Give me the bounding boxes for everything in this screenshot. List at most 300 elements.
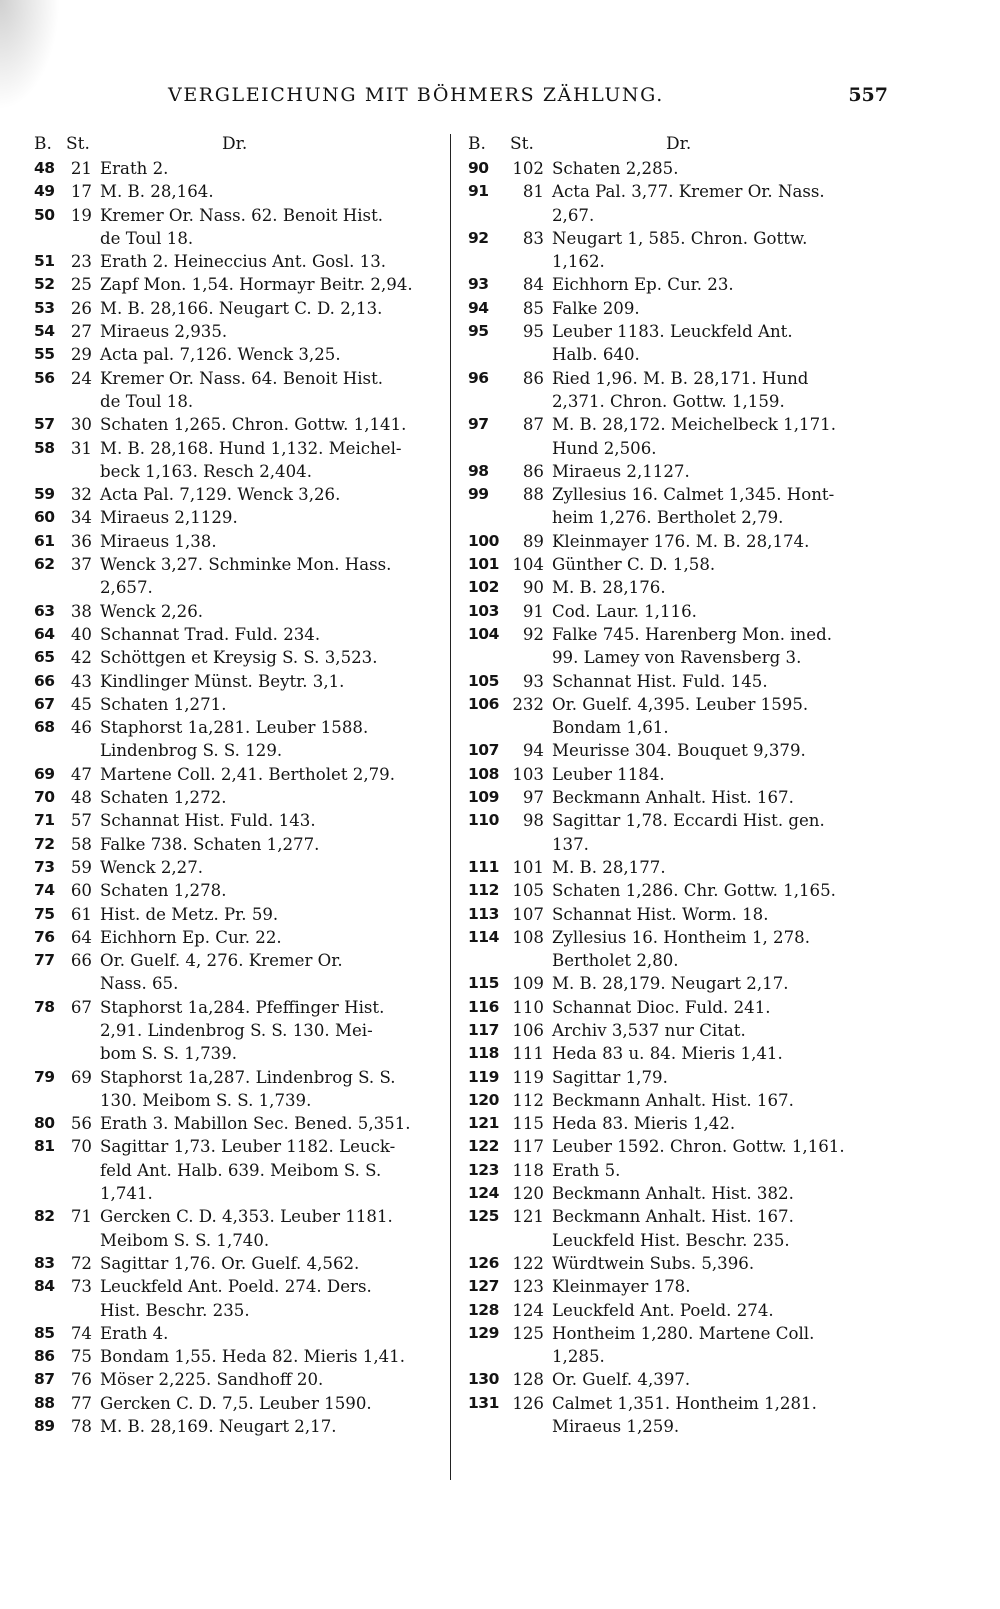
reference-line: 2,371. Chron. Gottw. 1,159.	[552, 391, 785, 411]
stumpf-number: 37	[70, 555, 92, 575]
table-row	[34, 320, 454, 343]
table-row	[34, 693, 454, 716]
reference-line: Beckmann Anhalt. Hist. 382.	[552, 1184, 794, 1204]
reference-line: Staphorst 1a,287. Lindenbrog S. S.	[100, 1067, 396, 1087]
stumpf-number: 61	[70, 904, 92, 924]
reference-line: beck 1,163. Resch 2,404.	[100, 461, 312, 481]
print-references	[548, 809, 898, 856]
stumpf-number: 89	[522, 531, 544, 551]
reference-line: M. B. 28,166. Neugart C. D. 2,13.	[100, 298, 383, 318]
boehmer-number: 54	[34, 322, 55, 341]
boehmer-number: 49	[34, 182, 55, 201]
reference-line: 1,285.	[552, 1347, 605, 1367]
table-row	[468, 273, 898, 296]
stumpf-number: 97	[522, 788, 544, 808]
boehmer-number: 115	[468, 974, 499, 993]
table-row	[468, 297, 898, 320]
table-row	[468, 1112, 898, 1135]
reference-line: Eichhorn Ep. Cur. 22.	[100, 927, 282, 947]
stumpf-number: 126	[512, 1393, 544, 1413]
reference-line: Falke 738. Schaten 1,277.	[100, 834, 320, 854]
stumpf-number: 76	[70, 1370, 92, 1390]
boehmer-number: 113	[468, 904, 499, 923]
stumpf-number: 86	[522, 368, 544, 388]
reference-line: Bertholet 2,80.	[552, 951, 679, 971]
reference-line: Schannat Hist. Fuld. 145.	[552, 671, 768, 691]
print-references	[548, 157, 898, 180]
stumpf-number: 32	[70, 485, 92, 505]
reference-line: Hund 2,506.	[552, 438, 657, 458]
reference-line: 99. Lamey von Ravensberg 3.	[552, 648, 802, 668]
boehmer-number: 95	[468, 322, 489, 341]
print-references	[548, 1042, 898, 1065]
table-row	[468, 693, 898, 740]
stumpf-number: 125	[512, 1323, 544, 1343]
reference-line: Schaten 1,265. Chron. Gottw. 1,141.	[100, 415, 407, 435]
boehmer-number: 79	[34, 1067, 55, 1086]
boehmer-number: 101	[468, 555, 499, 574]
left-column-header	[34, 134, 454, 157]
boehmer-number: 67	[34, 694, 55, 713]
boehmer-number: 99	[468, 485, 489, 504]
reference-line: Schaten 1,278.	[100, 881, 227, 901]
reference-line: Gercken C. D. 7,5. Leuber 1590.	[100, 1393, 372, 1413]
table-row	[34, 903, 454, 926]
stumpf-number: 75	[70, 1347, 92, 1367]
boehmer-number: 98	[468, 461, 489, 480]
boehmer-number: 131	[468, 1393, 499, 1412]
column-header-dr: Dr.	[666, 134, 692, 154]
stumpf-number: 71	[70, 1207, 92, 1227]
table-row	[468, 483, 898, 530]
stumpf-number: 74	[70, 1323, 92, 1343]
stumpf-number: 27	[70, 322, 92, 342]
print-references	[96, 670, 454, 693]
table-row	[468, 157, 898, 180]
stumpf-number: 109	[512, 974, 544, 994]
column-header-dr: Dr.	[222, 134, 248, 154]
stumpf-number: 31	[70, 438, 92, 458]
stumpf-number: 118	[512, 1160, 544, 1180]
table-row	[34, 367, 454, 414]
stumpf-number: 95	[522, 322, 544, 342]
reference-line: Schannat Dioc. Fuld. 241.	[552, 997, 771, 1017]
print-references	[548, 856, 898, 879]
stumpf-number: 26	[70, 298, 92, 318]
reference-line: Leuber 1592. Chron. Gottw. 1,161.	[552, 1137, 845, 1157]
table-row	[468, 320, 898, 367]
table-row	[34, 1345, 454, 1368]
table-row	[468, 1135, 898, 1158]
reference-line: Nass. 65.	[100, 974, 179, 994]
stumpf-number: 94	[522, 741, 544, 761]
boehmer-number: 76	[34, 927, 55, 946]
reference-line: Meibom S. S. 1,740.	[100, 1230, 270, 1250]
reference-line: Beckmann Anhalt. Hist. 167.	[552, 1207, 794, 1227]
reference-line: 2,91. Lindenbrog S. S. 130. Mei-	[100, 1020, 373, 1040]
reference-line: Bondam 1,55. Heda 82. Mieris 1,41.	[100, 1347, 406, 1367]
boehmer-number: 51	[34, 252, 55, 271]
table-row	[34, 1322, 454, 1345]
stumpf-number: 60	[70, 881, 92, 901]
stumpf-number: 46	[70, 718, 92, 738]
table-row	[34, 1392, 454, 1415]
boehmer-number: 130	[468, 1370, 499, 1389]
table-row	[34, 623, 454, 646]
table-row	[468, 1275, 898, 1298]
table-row	[34, 297, 454, 320]
boehmer-number: 94	[468, 298, 489, 317]
boehmer-number: 117	[468, 1020, 499, 1039]
boehmer-number: 128	[468, 1300, 499, 1319]
reference-line: Miraeus 1,38.	[100, 531, 217, 551]
table-row	[468, 1089, 898, 1112]
print-references	[548, 1019, 898, 1042]
reference-line: Or. Guelf. 4,397.	[552, 1370, 691, 1390]
boehmer-number: 77	[34, 951, 55, 970]
stumpf-number: 81	[522, 182, 544, 202]
print-references	[548, 600, 898, 623]
left-entries	[34, 157, 454, 1438]
table-row	[34, 250, 454, 273]
stumpf-number: 98	[522, 811, 544, 831]
stumpf-number: 47	[70, 764, 92, 784]
right-column	[468, 134, 898, 1438]
print-references	[96, 600, 454, 623]
reference-line: Falke 745. Harenberg Mon. ined.	[552, 624, 832, 644]
print-references	[548, 879, 898, 902]
stumpf-number: 59	[70, 857, 92, 877]
reference-line: Erath 2. Heineccius Ant. Gosl. 13.	[100, 252, 387, 272]
print-references	[548, 763, 898, 786]
print-references	[548, 926, 898, 973]
print-references	[96, 1345, 454, 1368]
boehmer-number: 100	[468, 531, 499, 550]
boehmer-number: 66	[34, 671, 55, 690]
reference-line: 2,657.	[100, 578, 153, 598]
boehmer-number: 86	[34, 1347, 55, 1366]
reference-line: M. B. 28,168. Hund 1,132. Meichel-	[100, 438, 402, 458]
stumpf-number: 92	[522, 624, 544, 644]
print-references	[548, 1182, 898, 1205]
boehmer-number: 118	[468, 1044, 499, 1063]
print-references	[96, 949, 454, 996]
print-references	[548, 1275, 898, 1298]
reference-line: 1,741.	[100, 1184, 153, 1204]
print-references	[548, 1135, 898, 1158]
column-header-b: B.	[34, 134, 52, 154]
reference-line: Kremer Or. Nass. 62. Benoit Hist.	[100, 205, 384, 225]
table-row	[468, 1299, 898, 1322]
print-references	[96, 763, 454, 786]
stumpf-number: 101	[512, 857, 544, 877]
print-references	[96, 623, 454, 646]
table-row	[468, 972, 898, 995]
table-row	[468, 623, 898, 670]
table-row	[34, 437, 454, 484]
boehmer-number: 125	[468, 1207, 499, 1226]
print-references	[548, 1089, 898, 1112]
reference-line: M. B. 28,172. Meichelbeck 1,171.	[552, 415, 836, 435]
table-row	[34, 670, 454, 693]
print-references	[548, 693, 898, 740]
reference-line: Schaten 1,286. Chr. Gottw. 1,165.	[552, 881, 836, 901]
table-row	[34, 1112, 454, 1135]
print-references	[96, 413, 454, 436]
print-references	[96, 1205, 454, 1252]
stumpf-number: 72	[70, 1253, 92, 1273]
stumpf-number: 30	[70, 415, 92, 435]
table-row	[468, 763, 898, 786]
reference-line: Wenck 2,26.	[100, 601, 204, 621]
stumpf-number: 24	[70, 368, 92, 388]
stumpf-number: 232	[512, 694, 544, 714]
reference-line: Zyllesius 16. Calmet 1,345. Hont-	[552, 485, 835, 505]
stumpf-number: 66	[70, 951, 92, 971]
print-references	[548, 273, 898, 296]
table-row	[468, 903, 898, 926]
table-row	[468, 879, 898, 902]
stumpf-number: 43	[70, 671, 92, 691]
table-row	[34, 530, 454, 553]
boehmer-number: 58	[34, 438, 55, 457]
print-references	[96, 1322, 454, 1345]
reference-line: Sagittar 1,76. Or. Guelf. 4,562.	[100, 1253, 360, 1273]
table-row	[468, 600, 898, 623]
table-row	[34, 856, 454, 879]
stumpf-number: 85	[522, 298, 544, 318]
print-references	[96, 250, 454, 273]
boehmer-number: 50	[34, 205, 55, 224]
table-row	[34, 157, 454, 180]
stumpf-number: 102	[512, 159, 544, 178]
stumpf-number: 25	[70, 275, 92, 295]
reference-line: bom S. S. 1,739.	[100, 1044, 238, 1064]
table-row	[34, 1368, 454, 1391]
print-references	[548, 972, 898, 995]
stumpf-number: 115	[512, 1114, 544, 1134]
boehmer-number: 73	[34, 857, 55, 876]
stumpf-number: 78	[70, 1417, 92, 1437]
print-references	[548, 413, 898, 460]
boehmer-number: 102	[468, 578, 499, 597]
stumpf-number: 108	[512, 927, 544, 947]
boehmer-number: 109	[468, 788, 499, 807]
reference-line: Miraeus 2,1127.	[552, 461, 690, 481]
print-references	[548, 623, 898, 670]
reference-line: Leuckfeld Hist. Beschr. 235.	[552, 1230, 790, 1250]
print-references	[96, 530, 454, 553]
reference-line: Or. Guelf. 4, 276. Kremer Or.	[100, 951, 343, 971]
reference-line: M. B. 28,177.	[552, 857, 666, 877]
stumpf-number: 88	[522, 485, 544, 505]
stumpf-number: 105	[512, 881, 544, 901]
print-references	[96, 506, 454, 529]
table-row	[34, 180, 454, 203]
print-references	[96, 856, 454, 879]
boehmer-number: 53	[34, 298, 55, 317]
column-divider	[450, 134, 451, 1480]
reference-line: Acta Pal. 3,77. Kremer Or. Nass.	[552, 182, 825, 202]
left-column	[34, 134, 454, 1438]
table-row	[34, 204, 454, 251]
boehmer-number: 64	[34, 624, 55, 643]
boehmer-number: 116	[468, 997, 499, 1016]
table-row	[34, 553, 454, 600]
stumpf-number: 87	[522, 415, 544, 435]
reference-line: 137.	[552, 834, 589, 854]
table-row	[34, 833, 454, 856]
stumpf-number: 86	[522, 461, 544, 481]
reference-line: Hontheim 1,280. Martene Coll.	[552, 1323, 815, 1343]
table-row	[34, 483, 454, 506]
boehmer-number: 127	[468, 1277, 499, 1296]
stumpf-number: 73	[70, 1277, 92, 1297]
reference-line: Eichhorn Ep. Cur. 23.	[552, 275, 734, 295]
print-references	[96, 1392, 454, 1415]
reference-line: Schaten 2,285.	[552, 159, 679, 178]
stumpf-number: 77	[70, 1393, 92, 1413]
reference-line: heim 1,276. Bertholet 2,79.	[552, 508, 784, 528]
table-row	[468, 996, 898, 1019]
table-row	[468, 1252, 898, 1275]
reference-line: Hist. de Metz. Pr. 59.	[100, 904, 279, 924]
print-references	[96, 1112, 454, 1135]
table-row	[468, 670, 898, 693]
table-row	[468, 553, 898, 576]
print-references	[548, 1159, 898, 1182]
reference-line: 1,162.	[552, 252, 605, 272]
stumpf-number: 56	[70, 1114, 92, 1134]
boehmer-number: 80	[34, 1114, 55, 1133]
stumpf-number: 111	[512, 1044, 544, 1064]
boehmer-number: 75	[34, 904, 55, 923]
boehmer-number: 121	[468, 1114, 499, 1133]
reference-line: Acta pal. 7,126. Wenck 3,25.	[100, 345, 341, 365]
stumpf-number: 107	[512, 904, 544, 924]
reference-line: Or. Guelf. 4,395. Leuber 1595.	[552, 694, 809, 714]
stumpf-number: 121	[512, 1207, 544, 1227]
print-references	[96, 204, 454, 251]
reference-line: Martene Coll. 2,41. Bertholet 2,79.	[100, 764, 396, 784]
stumpf-number: 17	[70, 182, 92, 202]
stumpf-number: 36	[70, 531, 92, 551]
reference-line: feld Ant. Halb. 639. Meibom S. S.	[100, 1160, 382, 1180]
stumpf-number: 83	[522, 228, 544, 248]
table-row	[34, 646, 454, 669]
boehmer-number: 83	[34, 1253, 55, 1272]
right-entries	[468, 157, 898, 1438]
reference-line: Calmet 1,351. Hontheim 1,281.	[552, 1393, 817, 1413]
reference-line: Sagittar 1,78. Eccardi Hist. gen.	[552, 811, 825, 831]
scan-edge-shadow	[0, 0, 60, 110]
stumpf-number: 19	[70, 205, 92, 225]
boehmer-number: 52	[34, 275, 55, 294]
reference-line: Acta Pal. 7,129. Wenck 3,26.	[100, 485, 341, 505]
table-row	[468, 367, 898, 414]
boehmer-number: 72	[34, 834, 55, 853]
reference-line: Erath 2.	[100, 159, 169, 178]
boehmer-number: 126	[468, 1253, 499, 1272]
table-row	[468, 460, 898, 483]
print-references	[96, 1252, 454, 1275]
table-row	[468, 809, 898, 856]
stumpf-number: 45	[70, 694, 92, 714]
print-references	[96, 903, 454, 926]
boehmer-number: 107	[468, 741, 499, 760]
stumpf-number: 40	[70, 624, 92, 644]
print-references	[548, 1368, 898, 1391]
reference-line: Bondam 1,61.	[552, 718, 669, 738]
print-references	[548, 530, 898, 553]
boehmer-number: 48	[34, 159, 55, 177]
reference-line: Leuber 1184.	[552, 764, 665, 784]
stumpf-number: 69	[70, 1067, 92, 1087]
table-row	[34, 1205, 454, 1252]
table-row	[34, 1066, 454, 1113]
running-title: VERGLEICHUNG MIT BÖHMERS ZÄHLUNG.	[168, 84, 664, 106]
reference-line: Kindlinger Münst. Beytr. 3,1.	[100, 671, 345, 691]
table-row	[468, 926, 898, 973]
table-row	[468, 180, 898, 227]
column-header-st: St.	[66, 134, 90, 154]
print-references	[96, 273, 454, 296]
boehmer-number: 91	[468, 182, 489, 201]
print-references	[548, 553, 898, 576]
boehmer-number: 93	[468, 275, 489, 294]
stumpf-number: 23	[70, 252, 92, 272]
reference-line: Kleinmayer 176. M. B. 28,174.	[552, 531, 810, 551]
print-references	[96, 693, 454, 716]
table-row	[34, 949, 454, 996]
boehmer-number: 60	[34, 508, 55, 527]
table-row	[468, 1042, 898, 1065]
print-references	[96, 157, 454, 180]
table-row	[34, 413, 454, 436]
boehmer-number: 111	[468, 857, 499, 876]
boehmer-number: 103	[468, 601, 499, 620]
print-references	[548, 1299, 898, 1322]
table-row	[34, 506, 454, 529]
stumpf-number: 84	[522, 275, 544, 295]
print-references	[96, 343, 454, 366]
reference-line: Ried 1,96. M. B. 28,171. Hund	[552, 368, 809, 388]
stumpf-number: 104	[512, 555, 544, 575]
print-references	[96, 553, 454, 600]
page-number: 557	[848, 84, 888, 106]
boehmer-number: 110	[468, 811, 499, 830]
table-row	[468, 1019, 898, 1042]
print-references	[548, 903, 898, 926]
stumpf-number: 48	[70, 788, 92, 808]
boehmer-number: 96	[468, 368, 489, 387]
reference-line: Cod. Laur. 1,116.	[552, 601, 697, 621]
reference-line: Falke 209.	[552, 298, 640, 318]
reference-line: Leuber 1183. Leuckfeld Ant.	[552, 322, 793, 342]
boehmer-number: 120	[468, 1090, 499, 1109]
reference-line: Neugart 1, 585. Chron. Gottw.	[552, 228, 808, 248]
print-references	[96, 786, 454, 809]
boehmer-number: 105	[468, 671, 499, 690]
reference-line: Schannat Hist. Fuld. 143.	[100, 811, 316, 831]
print-references	[548, 227, 898, 274]
reference-line: Möser 2,225. Sandhoff 20.	[100, 1370, 324, 1390]
reference-line: Zapf Mon. 1,54. Hormayr Beitr. 2,94.	[100, 275, 413, 295]
reference-line: Beckmann Anhalt. Hist. 167.	[552, 788, 794, 808]
boehmer-number: 59	[34, 485, 55, 504]
boehmer-number: 129	[468, 1323, 499, 1342]
print-references	[548, 1322, 898, 1369]
